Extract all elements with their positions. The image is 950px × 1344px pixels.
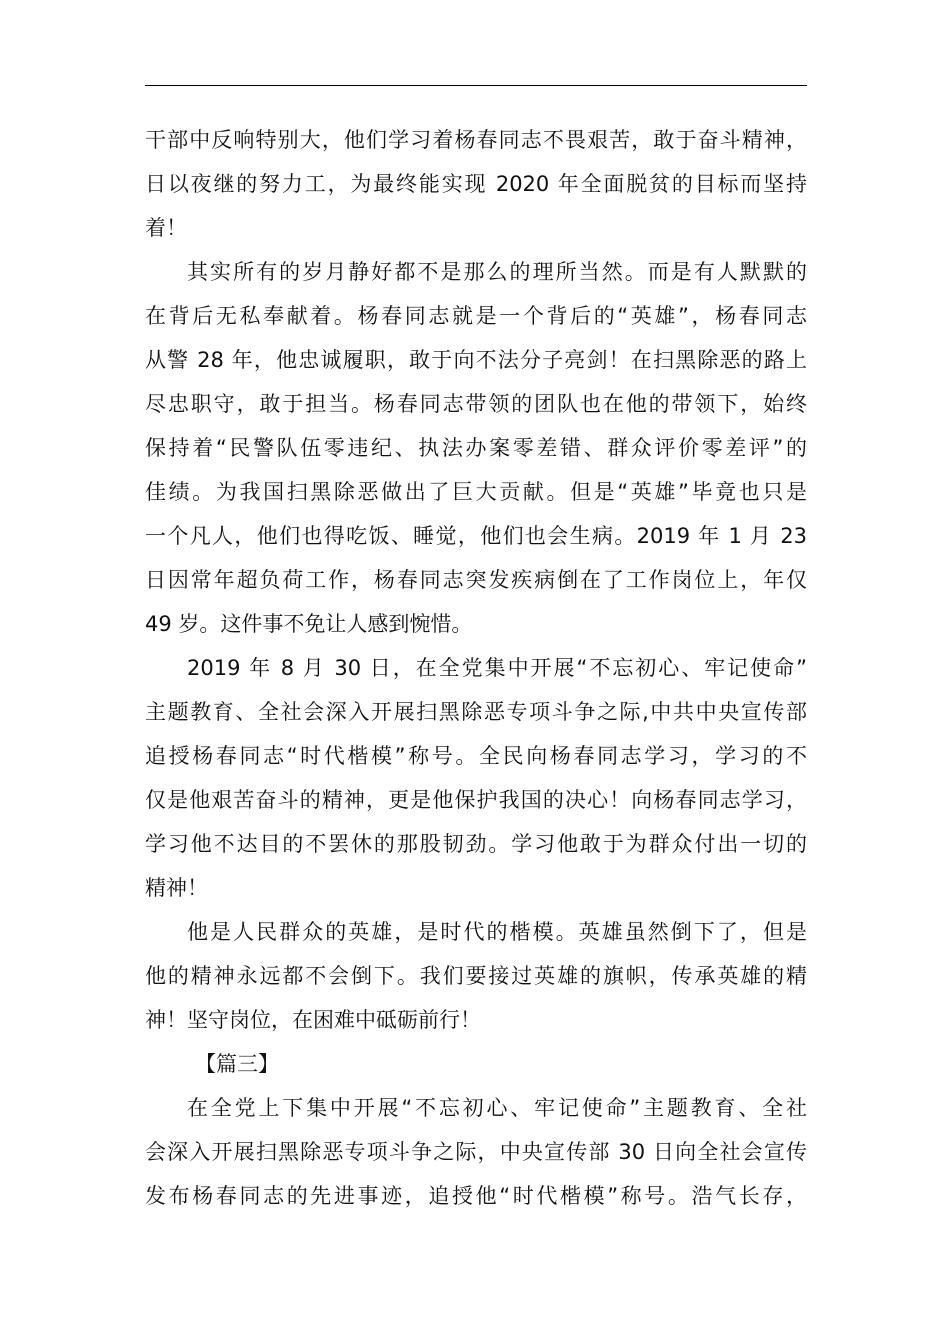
header-rule bbox=[145, 85, 807, 86]
text-line: 佳绩。为我国扫黑除恶做出了巨大贡献。但是“英雄”毕竟也只是 bbox=[145, 480, 807, 504]
text-line: 在背后无私奉献着。杨春同志就是一个背后的“英雄”，杨春同志 bbox=[145, 304, 807, 328]
text-line: 日因常年超负荷工作，杨春同志突发疾病倒在了工作岗位上，年仅 bbox=[145, 568, 807, 592]
text-line: 其实所有的岁月静好都不是那么的理所当然。而是有人默默的 bbox=[187, 260, 807, 284]
text-line: 他的精神永远都不会倒下。我们要接过英雄的旗帜，传承英雄的精 bbox=[145, 964, 807, 988]
text-line: 49 岁。这件事不免让人感到惋惜。 bbox=[145, 612, 473, 636]
text-line: 尽忠职守，敢于担当。杨春同志带领的团队也在他的带领下，始终 bbox=[145, 392, 807, 416]
text-line: 他是人民群众的英雄，是时代的楷模。英雄虽然倒下了，但是 bbox=[187, 920, 807, 944]
text-line: 会深入开展扫黑除恶专项斗争之际，中央宣传部 30 日向全社会宣传 bbox=[145, 1140, 807, 1164]
text-line: 学习他不达目的不罢休的那股韧劲。学习他敢于为群众付出一切的 bbox=[145, 832, 807, 856]
section-heading: 【篇三】 bbox=[195, 1052, 279, 1076]
text-line: 从警 28 年，他忠诚履职，敢于向不法分子亮剑！在扫黑除恶的路上 bbox=[145, 348, 807, 372]
text-line: 保持着“民警队伍零违纪、执法办案零差错、群众评价零差评”的 bbox=[145, 436, 807, 460]
text-line: 追授杨春同志“时代楷模”称号。全民向杨春同志学习，学习的不 bbox=[145, 744, 807, 768]
text-line: 主题教育、全社会深入开展扫黑除恶专项斗争之际,中共中央宣传部 bbox=[145, 700, 807, 724]
text-line: 仅是他艰苦奋斗的精神，更是他保护我国的决心！向杨春同志学习， bbox=[145, 788, 807, 812]
text-line: 干部中反响特别大，他们学习着杨春同志不畏艰苦，敢于奋斗精神， bbox=[145, 128, 807, 152]
text-line: 发布杨春同志的先进事迹，追授他“时代楷模”称号。浩气长存， bbox=[145, 1184, 807, 1208]
text-line: 2019 年 8 月 30 日，在全党集中开展“不忘初心、牢记使命” bbox=[187, 656, 807, 680]
text-line: 一个凡人，他们也得吃饭、睡觉，他们也会生病。2019 年 1 月 23 bbox=[145, 524, 807, 548]
document-body bbox=[145, 118, 807, 1218]
text-line: 着！ bbox=[145, 216, 187, 240]
text-line: 日以夜继的努力工，为最终能实现 2020 年全面脱贫的目标而坚持 bbox=[145, 172, 807, 196]
text-line: 在全党上下集中开展“不忘初心、牢记使命”主题教育、全社 bbox=[187, 1096, 807, 1120]
text-line: 神！坚守岗位，在困难中砥砺前行！ bbox=[145, 1008, 481, 1032]
text-line: 精神！ bbox=[145, 876, 208, 900]
